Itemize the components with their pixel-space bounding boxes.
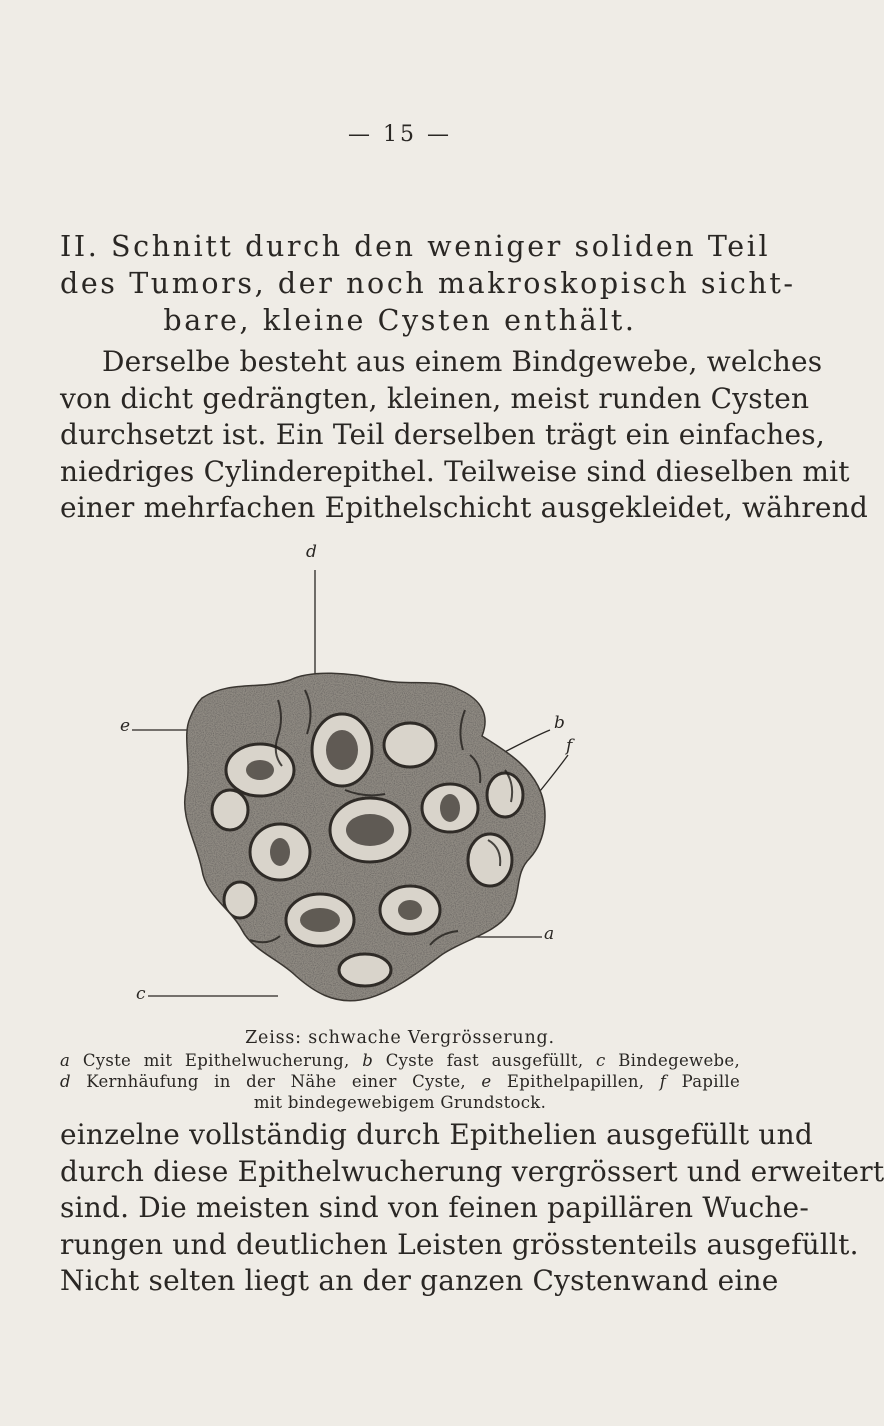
heading-line: bare, kleine Cysten enthält.	[163, 304, 637, 337]
caption-line: mit bindegewebigem Grundstock.	[253, 1093, 547, 1112]
text-line: einer mehrfachen Epithelschicht ausgekleidet, während	[60, 491, 869, 524]
tissue-section	[170, 660, 573, 1020]
heading-line: II. Schnitt durch den weniger soliden Teil	[60, 230, 771, 263]
text-line: Nicht selten liegt an der ganzen Cystenwand eine	[60, 1264, 779, 1297]
caption-letter: c	[596, 1051, 606, 1070]
text-line: einzelne vollständig durch Epithelien ausgefüllt und	[60, 1118, 813, 1151]
histology-figure	[110, 540, 680, 1030]
text-line: Derselbe besteht aus einem Bindgewebe, welches	[102, 345, 823, 378]
text-line: rungen und deutlichen Leisten grösstenteils ausgefüllt.	[60, 1227, 859, 1261]
paragraph-1	[60, 344, 869, 527]
figure-caption	[60, 1028, 740, 1113]
caption-text: Cyste mit Epithelwucherung,	[82, 1051, 350, 1070]
caption-text: Epithelpapillen,	[506, 1072, 645, 1091]
caption-text: Papille	[681, 1072, 741, 1091]
section-heading	[60, 228, 796, 339]
figure-label-d: d	[306, 542, 317, 562]
caption-line	[60, 1050, 740, 1071]
text-line: von dicht gedrängten, kleinen, meist runden Cysten	[60, 381, 810, 415]
figure-label-b: b	[554, 713, 565, 733]
page-number: — 15 —	[348, 122, 452, 147]
figure-label-a: a	[544, 924, 555, 944]
text-line: durch diese Epithelwucherung vergrössert und erweitert	[60, 1154, 884, 1188]
caption-line	[60, 1071, 740, 1092]
caption-letter: b	[362, 1051, 374, 1070]
caption-letter: e	[481, 1072, 492, 1091]
micrograph-illustration	[110, 540, 680, 1030]
paragraph-2	[60, 1117, 884, 1300]
text-line: sind. Die meisten sind von feinen papillären Wuche-	[60, 1191, 809, 1224]
text-line: durchsetzt ist. Ein Teil derselben trägt ein einfaches,	[60, 418, 825, 451]
text-line: niedriges Cylinderepithel. Teilweise sind dieselben mit	[60, 454, 850, 488]
caption-letter: a	[60, 1051, 71, 1070]
caption-text: Bindegewebe,	[618, 1051, 740, 1070]
heading-line: des Tumors, der noch makroskopisch sicht-	[60, 267, 796, 300]
caption-letter: d	[60, 1072, 71, 1091]
caption-text: Cyste fast ausgefüllt,	[385, 1051, 584, 1070]
figure-label-c: c	[136, 984, 146, 1004]
figure-label-f: f	[566, 736, 573, 756]
caption-title: Zeiss: schwache Vergrösserung.	[245, 1028, 555, 1048]
caption-letter: f	[659, 1072, 667, 1091]
caption-text: Kernhäufung in der Nähe einer Cyste,	[86, 1072, 466, 1091]
figure-label-e: e	[120, 716, 131, 736]
